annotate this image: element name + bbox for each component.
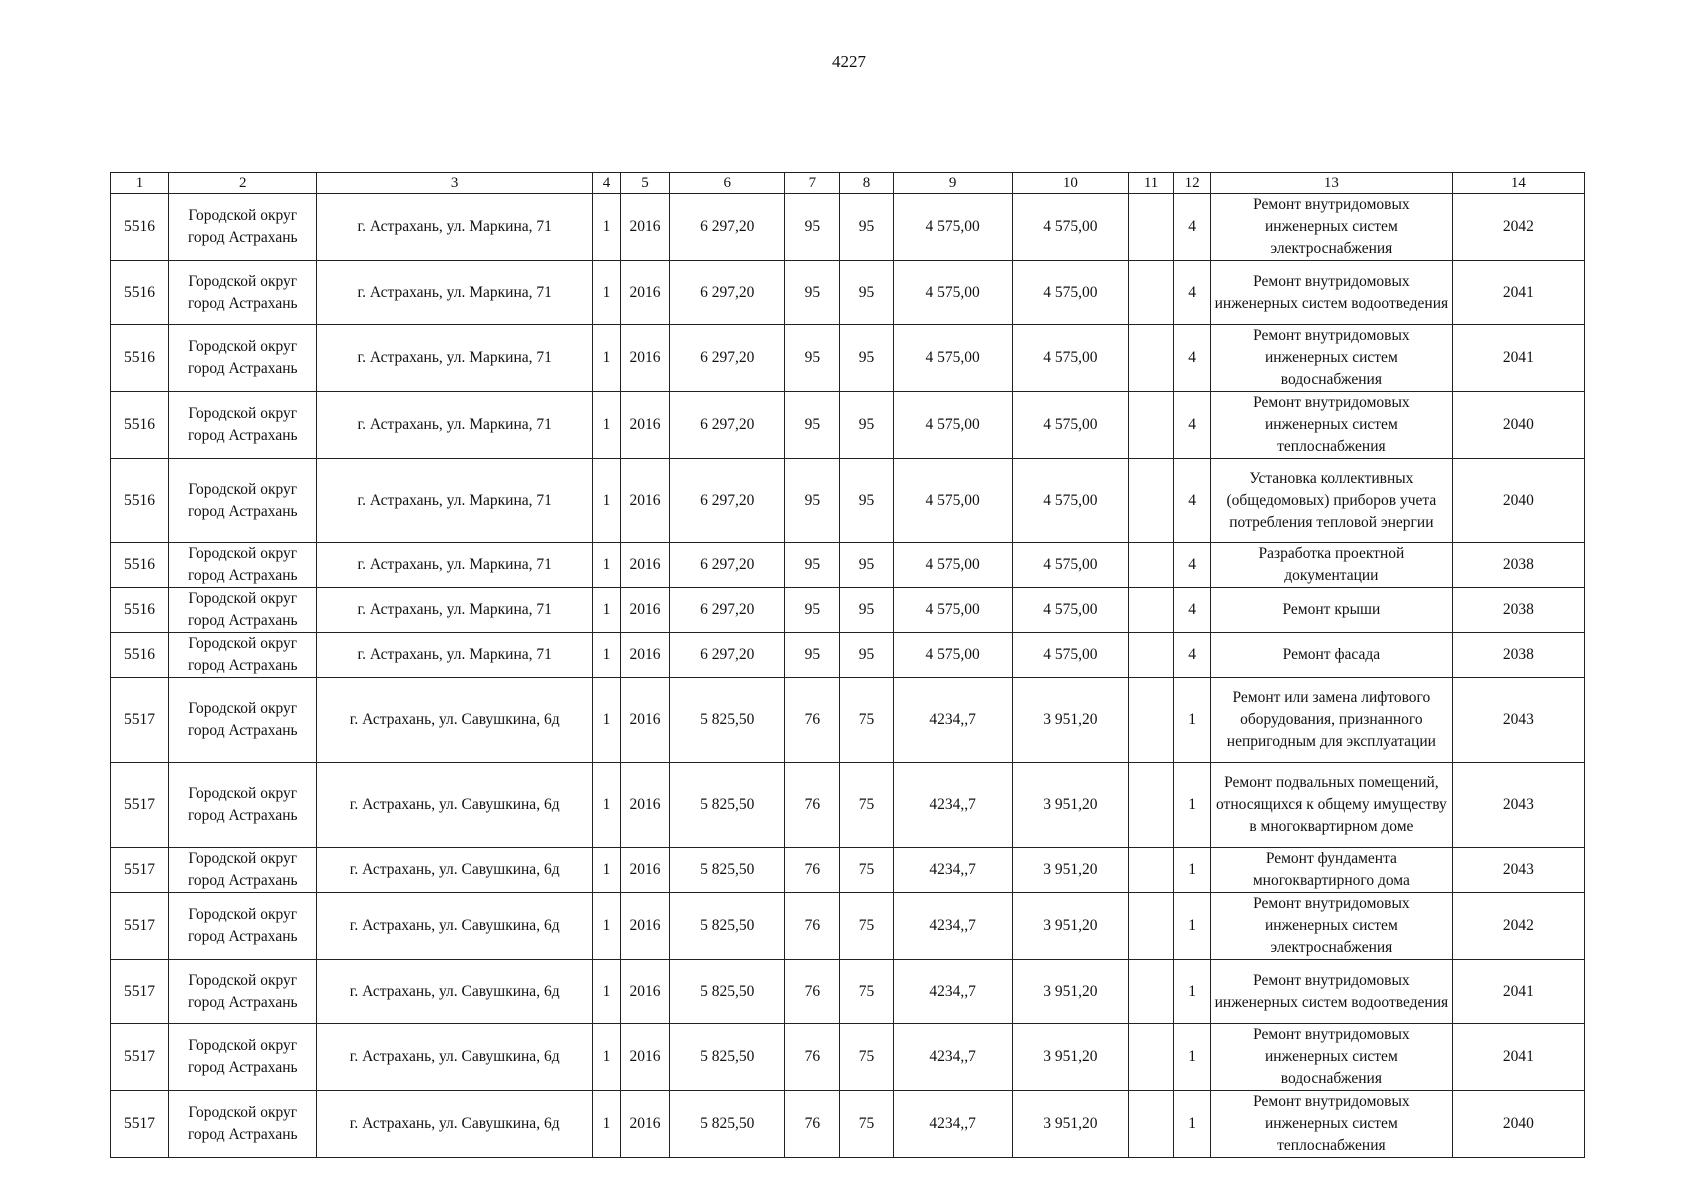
table-row: [111, 459, 1585, 543]
cell-c11: [1129, 392, 1174, 459]
cell-id: 5517: [111, 1091, 169, 1158]
cell-plan-year: 2043: [1452, 678, 1584, 763]
cell-year: 2016: [621, 194, 670, 261]
cell-c8: 75: [840, 960, 893, 1024]
table-row: [111, 543, 1585, 588]
cell-c11: [1129, 543, 1174, 588]
cell-c11: [1129, 678, 1174, 763]
cell-c11: [1129, 848, 1174, 893]
table-row: [111, 848, 1585, 893]
cell-c12: 4: [1174, 392, 1211, 459]
cell-c10: 3 951,20: [1012, 1024, 1128, 1091]
cell-c7: 76: [785, 960, 840, 1024]
cell-c12: 1: [1174, 763, 1211, 848]
cell-c8: 75: [840, 763, 893, 848]
cell-c4: 1: [592, 325, 620, 392]
cell-municipality: Городской округ город Астрахань: [169, 261, 317, 325]
cell-c12: 1: [1174, 960, 1211, 1024]
table-row: [111, 633, 1585, 678]
cell-id: 5516: [111, 261, 169, 325]
cell-c12: 4: [1174, 261, 1211, 325]
table-row: [111, 893, 1585, 960]
cell-c11: [1129, 1091, 1174, 1158]
cell-c9: 4 575,00: [893, 633, 1012, 678]
cell-work: Ремонт крыши: [1211, 588, 1452, 633]
cell-c10: 4 575,00: [1012, 261, 1128, 325]
cell-c4: 1: [592, 893, 620, 960]
cell-c8: 95: [840, 325, 893, 392]
cell-year: 2016: [621, 633, 670, 678]
cell-plan-year: 2040: [1452, 392, 1584, 459]
cell-c10: 4 575,00: [1012, 194, 1128, 261]
cell-c11: [1129, 194, 1174, 261]
cell-c10: 3 951,20: [1012, 763, 1128, 848]
table-body: [111, 173, 1585, 1158]
column-header-14: 14: [1452, 173, 1584, 194]
cell-c9: 4 575,00: [893, 392, 1012, 459]
table-row: [111, 261, 1585, 325]
cell-plan-year: 2040: [1452, 1091, 1584, 1158]
column-header-10: 10: [1012, 173, 1128, 194]
cell-year: 2016: [621, 893, 670, 960]
cell-work: Ремонт фундамента многоквартирного дома: [1211, 848, 1452, 893]
cell-work: Ремонт внутридомовых инженерных систем теплоснабжения: [1211, 392, 1452, 459]
cell-c10: 4 575,00: [1012, 588, 1128, 633]
cell-c4: 1: [592, 763, 620, 848]
cell-municipality: Городской округ город Астрахань: [169, 1024, 317, 1091]
cell-c12: 1: [1174, 893, 1211, 960]
cell-c10: 4 575,00: [1012, 633, 1128, 678]
cell-id: 5517: [111, 960, 169, 1024]
cell-c8: 75: [840, 1024, 893, 1091]
cell-c4: 1: [592, 261, 620, 325]
table-row: [111, 960, 1585, 1024]
cell-c4: 1: [592, 194, 620, 261]
cell-work: Ремонт внутридомовых инженерных систем водоснабжения: [1211, 325, 1452, 392]
cell-year: 2016: [621, 543, 670, 588]
cell-year: 2016: [621, 678, 670, 763]
cell-area: 6 297,20: [670, 392, 785, 459]
cell-area: 5 825,50: [670, 960, 785, 1024]
column-header-13: 13: [1211, 173, 1452, 194]
cell-work: Ремонт подвальных помещений, относящихся к общему имуществу в многоквартирном доме: [1211, 763, 1452, 848]
cell-c9: 4 575,00: [893, 543, 1012, 588]
cell-area: 5 825,50: [670, 763, 785, 848]
cell-c9: 4234,,7: [893, 1024, 1012, 1091]
cell-c8: 75: [840, 1091, 893, 1158]
column-header-8: 8: [840, 173, 893, 194]
cell-c10: 3 951,20: [1012, 1091, 1128, 1158]
cell-address: г. Астрахань, ул. Савушкина, 6д: [317, 893, 593, 960]
cell-municipality: Городской округ город Астрахань: [169, 893, 317, 960]
cell-address: г. Астрахань, ул. Савушкина, 6д: [317, 960, 593, 1024]
column-header-4: 4: [592, 173, 620, 194]
cell-c8: 95: [840, 633, 893, 678]
cell-c8: 75: [840, 893, 893, 960]
cell-plan-year: 2042: [1452, 893, 1584, 960]
cell-c9: 4234,,7: [893, 1091, 1012, 1158]
cell-c10: 4 575,00: [1012, 459, 1128, 543]
cell-c8: 95: [840, 261, 893, 325]
cell-c8: 95: [840, 543, 893, 588]
cell-id: 5516: [111, 459, 169, 543]
cell-year: 2016: [621, 459, 670, 543]
cell-c7: 76: [785, 1091, 840, 1158]
cell-plan-year: 2043: [1452, 763, 1584, 848]
cell-c10: 3 951,20: [1012, 960, 1128, 1024]
cell-area: 6 297,20: [670, 325, 785, 392]
cell-work: Ремонт внутридомовых инженерных систем электроснабжения: [1211, 194, 1452, 261]
cell-c9: 4234,,7: [893, 678, 1012, 763]
cell-area: 5 825,50: [670, 893, 785, 960]
cell-c10: 3 951,20: [1012, 848, 1128, 893]
cell-address: г. Астрахань, ул. Маркина, 71: [317, 459, 593, 543]
cell-c4: 1: [592, 960, 620, 1024]
cell-plan-year: 2038: [1452, 633, 1584, 678]
cell-c7: 76: [785, 893, 840, 960]
cell-year: 2016: [621, 325, 670, 392]
table-row: [111, 678, 1585, 763]
cell-work: Ремонт внутридомовых инженерных систем электроснабжения: [1211, 893, 1452, 960]
cell-c7: 95: [785, 325, 840, 392]
cell-c9: 4 575,00: [893, 459, 1012, 543]
column-header-9: 9: [893, 173, 1012, 194]
cell-year: 2016: [621, 848, 670, 893]
cell-area: 5 825,50: [670, 1091, 785, 1158]
table-row: [111, 763, 1585, 848]
cell-id: 5516: [111, 633, 169, 678]
cell-area: 6 297,20: [670, 543, 785, 588]
cell-c11: [1129, 261, 1174, 325]
cell-year: 2016: [621, 1091, 670, 1158]
cell-work: Ремонт внутридомовых инженерных систем водоснабжения: [1211, 1024, 1452, 1091]
cell-address: г. Астрахань, ул. Маркина, 71: [317, 588, 593, 633]
cell-c4: 1: [592, 1091, 620, 1158]
cell-address: г. Астрахань, ул. Маркина, 71: [317, 261, 593, 325]
cell-c4: 1: [592, 848, 620, 893]
cell-c9: 4234,,7: [893, 848, 1012, 893]
cell-work: Ремонт внутридомовых инженерных систем теплоснабжения: [1211, 1091, 1452, 1158]
cell-address: г. Астрахань, ул. Маркина, 71: [317, 325, 593, 392]
column-header-1: 1: [111, 173, 169, 194]
table-row: [111, 1024, 1585, 1091]
cell-id: 5517: [111, 763, 169, 848]
cell-municipality: Городской округ город Астрахань: [169, 678, 317, 763]
cell-id: 5517: [111, 893, 169, 960]
cell-c10: 4 575,00: [1012, 543, 1128, 588]
cell-address: г. Астрахань, ул. Савушкина, 6д: [317, 1091, 593, 1158]
cell-c8: 75: [840, 678, 893, 763]
cell-c8: 95: [840, 459, 893, 543]
table-row: [111, 588, 1585, 633]
cell-c7: 95: [785, 543, 840, 588]
cell-area: 5 825,50: [670, 1024, 785, 1091]
cell-address: г. Астрахань, ул. Савушкина, 6д: [317, 678, 593, 763]
cell-c7: 95: [785, 392, 840, 459]
cell-c12: 4: [1174, 588, 1211, 633]
cell-municipality: Городской округ город Астрахань: [169, 848, 317, 893]
cell-c9: 4 575,00: [893, 194, 1012, 261]
cell-c7: 76: [785, 1024, 840, 1091]
cell-area: 6 297,20: [670, 588, 785, 633]
cell-municipality: Городской округ город Астрахань: [169, 392, 317, 459]
cell-c8: 95: [840, 392, 893, 459]
cell-c7: 95: [785, 459, 840, 543]
page-number: 4227: [832, 52, 866, 71]
cell-work: Ремонт внутридомовых инженерных систем водоотведения: [1211, 261, 1452, 325]
cell-c4: 1: [592, 678, 620, 763]
cell-c9: 4 575,00: [893, 588, 1012, 633]
cell-municipality: Городской округ город Астрахань: [169, 633, 317, 678]
cell-c4: 1: [592, 459, 620, 543]
cell-year: 2016: [621, 960, 670, 1024]
cell-area: 5 825,50: [670, 678, 785, 763]
cell-address: г. Астрахань, ул. Савушкина, 6д: [317, 1024, 593, 1091]
cell-c12: 4: [1174, 633, 1211, 678]
cell-municipality: Городской округ город Астрахань: [169, 960, 317, 1024]
cell-c9: 4234,,7: [893, 960, 1012, 1024]
cell-area: 5 825,50: [670, 848, 785, 893]
cell-c9: 4 575,00: [893, 325, 1012, 392]
cell-work: Ремонт фасада: [1211, 633, 1452, 678]
cell-address: г. Астрахань, ул. Маркина, 71: [317, 633, 593, 678]
cell-c7: 76: [785, 763, 840, 848]
cell-address: г. Астрахань, ул. Савушкина, 6д: [317, 763, 593, 848]
column-header-7: 7: [785, 173, 840, 194]
cell-c4: 1: [592, 633, 620, 678]
cell-plan-year: 2040: [1452, 459, 1584, 543]
cell-c12: 1: [1174, 848, 1211, 893]
cell-area: 6 297,20: [670, 194, 785, 261]
cell-c12: 1: [1174, 678, 1211, 763]
cell-plan-year: 2038: [1452, 588, 1584, 633]
cell-c4: 1: [592, 543, 620, 588]
cell-c12: 4: [1174, 543, 1211, 588]
cell-c11: [1129, 588, 1174, 633]
cell-c11: [1129, 325, 1174, 392]
table-row: [111, 392, 1585, 459]
column-header-5: 5: [621, 173, 670, 194]
cell-c7: 95: [785, 261, 840, 325]
cell-plan-year: 2043: [1452, 848, 1584, 893]
cell-year: 2016: [621, 261, 670, 325]
cell-c12: 4: [1174, 194, 1211, 261]
table-row: [111, 194, 1585, 261]
cell-work: Разработка проектной документации: [1211, 543, 1452, 588]
cell-c12: 1: [1174, 1024, 1211, 1091]
cell-municipality: Городской округ город Астрахань: [169, 543, 317, 588]
cell-c7: 76: [785, 848, 840, 893]
column-header-3: 3: [317, 173, 593, 194]
cell-year: 2016: [621, 763, 670, 848]
cell-municipality: Городской округ город Астрахань: [169, 325, 317, 392]
cell-municipality: Городской округ город Астрахань: [169, 194, 317, 261]
cell-c11: [1129, 633, 1174, 678]
cell-plan-year: 2038: [1452, 543, 1584, 588]
cell-c11: [1129, 1024, 1174, 1091]
cell-c12: 4: [1174, 459, 1211, 543]
column-header-12: 12: [1174, 173, 1211, 194]
header-row: [111, 173, 1585, 194]
cell-municipality: Городской округ город Астрахань: [169, 588, 317, 633]
cell-c7: 95: [785, 633, 840, 678]
table-row: [111, 1091, 1585, 1158]
cell-c11: [1129, 763, 1174, 848]
cell-id: 5517: [111, 848, 169, 893]
column-header-11: 11: [1129, 173, 1174, 194]
column-header-2: 2: [169, 173, 317, 194]
cell-id: 5516: [111, 325, 169, 392]
cell-c12: 4: [1174, 325, 1211, 392]
cell-work: Установка коллективных (общедомовых) приборов учета потребления тепловой энергии: [1211, 459, 1452, 543]
cell-work: Ремонт или замена лифтового оборудования, признанного непригодным для эксплуатации: [1211, 678, 1452, 763]
cell-municipality: Городской округ город Астрахань: [169, 763, 317, 848]
cell-area: 6 297,20: [670, 459, 785, 543]
cell-c9: 4234,,7: [893, 763, 1012, 848]
cell-c7: 95: [785, 588, 840, 633]
cell-c4: 1: [592, 588, 620, 633]
cell-c12: 1: [1174, 1091, 1211, 1158]
cell-c7: 76: [785, 678, 840, 763]
cell-c7: 95: [785, 194, 840, 261]
cell-c8: 95: [840, 194, 893, 261]
cell-c11: [1129, 960, 1174, 1024]
cell-id: 5516: [111, 588, 169, 633]
cell-plan-year: 2041: [1452, 960, 1584, 1024]
cell-id: 5517: [111, 1024, 169, 1091]
cell-area: 6 297,20: [670, 633, 785, 678]
cell-c10: 4 575,00: [1012, 392, 1128, 459]
cell-id: 5516: [111, 194, 169, 261]
cell-id: 5516: [111, 392, 169, 459]
cell-c10: 4 575,00: [1012, 325, 1128, 392]
cell-c10: 3 951,20: [1012, 893, 1128, 960]
cell-address: г. Астрахань, ул. Савушкина, 6д: [317, 848, 593, 893]
table-row: [111, 325, 1585, 392]
cell-plan-year: 2041: [1452, 325, 1584, 392]
cell-year: 2016: [621, 1024, 670, 1091]
cell-c8: 75: [840, 848, 893, 893]
cell-work: Ремонт внутридомовых инженерных систем водоотведения: [1211, 960, 1452, 1024]
cell-c4: 1: [592, 1024, 620, 1091]
registry-table: [110, 172, 1585, 1158]
cell-plan-year: 2042: [1452, 194, 1584, 261]
cell-c4: 1: [592, 392, 620, 459]
cell-plan-year: 2041: [1452, 261, 1584, 325]
cell-c10: 3 951,20: [1012, 678, 1128, 763]
cell-address: г. Астрахань, ул. Маркина, 71: [317, 392, 593, 459]
cell-year: 2016: [621, 588, 670, 633]
cell-plan-year: 2041: [1452, 1024, 1584, 1091]
column-header-6: 6: [670, 173, 785, 194]
cell-area: 6 297,20: [670, 261, 785, 325]
cell-year: 2016: [621, 392, 670, 459]
cell-municipality: Городской округ город Астрахань: [169, 1091, 317, 1158]
cell-c11: [1129, 893, 1174, 960]
cell-id: 5516: [111, 543, 169, 588]
cell-address: г. Астрахань, ул. Маркина, 71: [317, 194, 593, 261]
cell-c9: 4234,,7: [893, 893, 1012, 960]
cell-c11: [1129, 459, 1174, 543]
cell-address: г. Астрахань, ул. Маркина, 71: [317, 543, 593, 588]
cell-id: 5517: [111, 678, 169, 763]
cell-municipality: Городской округ город Астрахань: [169, 459, 317, 543]
cell-c8: 95: [840, 588, 893, 633]
cell-c9: 4 575,00: [893, 261, 1012, 325]
